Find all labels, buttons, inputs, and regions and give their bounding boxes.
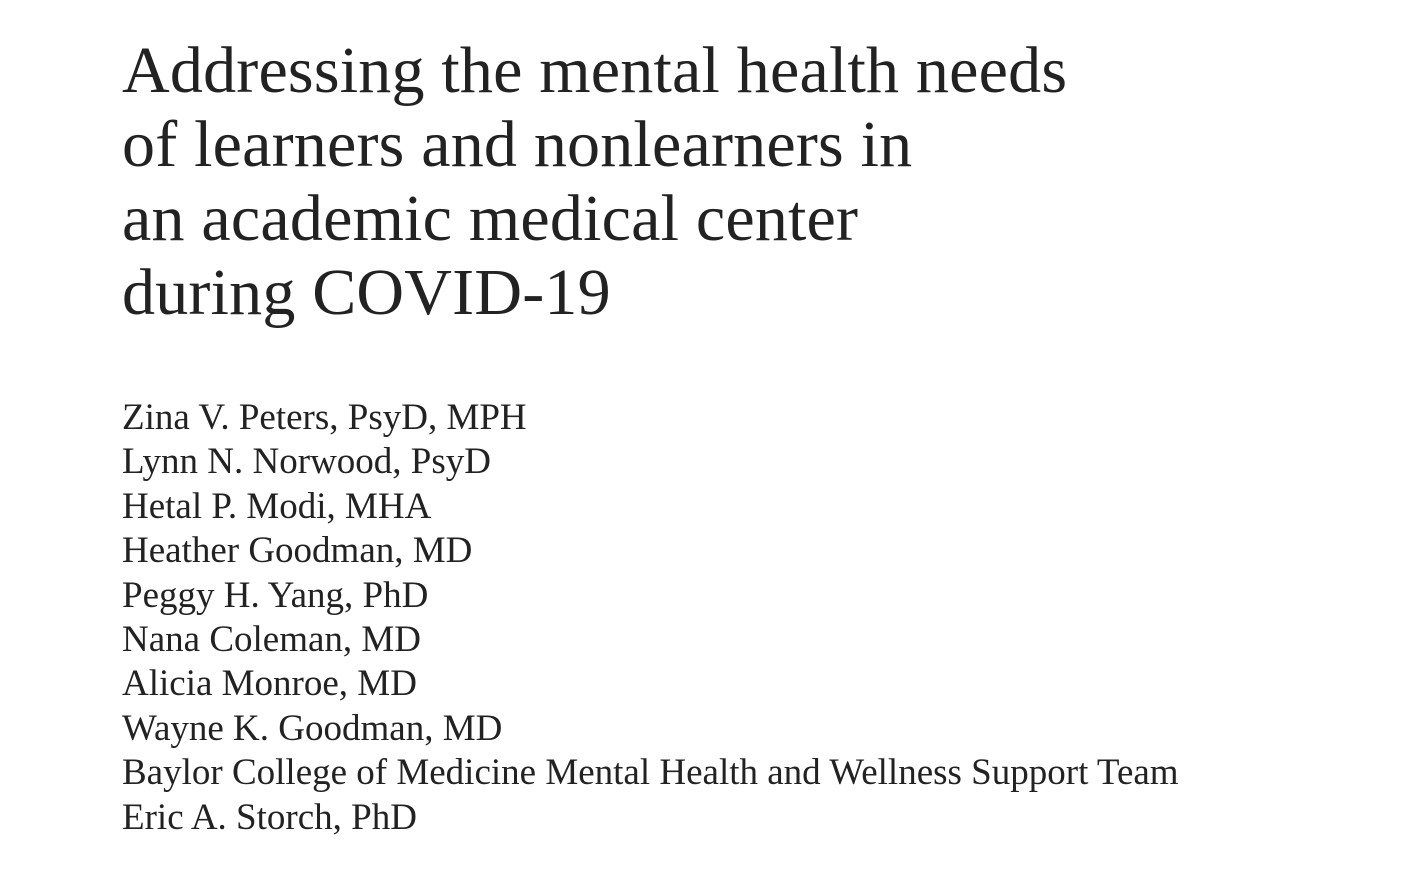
author-name: Eric A. Storch, PhD <box>122 796 417 838</box>
author-group: Baylor College of Medicine Mental Health and Wellness Support Team <box>122 752 1179 794</box>
author-name: Hetal P. Modi, MHA <box>122 485 432 527</box>
author-name: Wayne K. Goodman, MD <box>122 707 503 749</box>
author-name: Peggy H. Yang, PhD <box>122 574 429 616</box>
article-header <box>122 34 1382 838</box>
author-name: Zina V. Peters, PsyD, MPH <box>122 397 527 438</box>
title-line: during COVID-19 <box>122 256 611 329</box>
author-name: Heather Goodman, MD <box>122 530 473 572</box>
article-title <box>122 34 1382 330</box>
author-name: Nana Coleman, MD <box>122 619 422 661</box>
title-line: an academic medical center <box>122 182 859 255</box>
author-list <box>122 396 1179 840</box>
title-line: of learners and nonlearners in <box>122 108 913 181</box>
title-line: Addressing the mental health needs <box>122 34 1068 107</box>
author-name: Lynn N. Norwood, PsyD <box>122 441 491 483</box>
author-name: Alicia Monroe, MD <box>122 663 417 705</box>
